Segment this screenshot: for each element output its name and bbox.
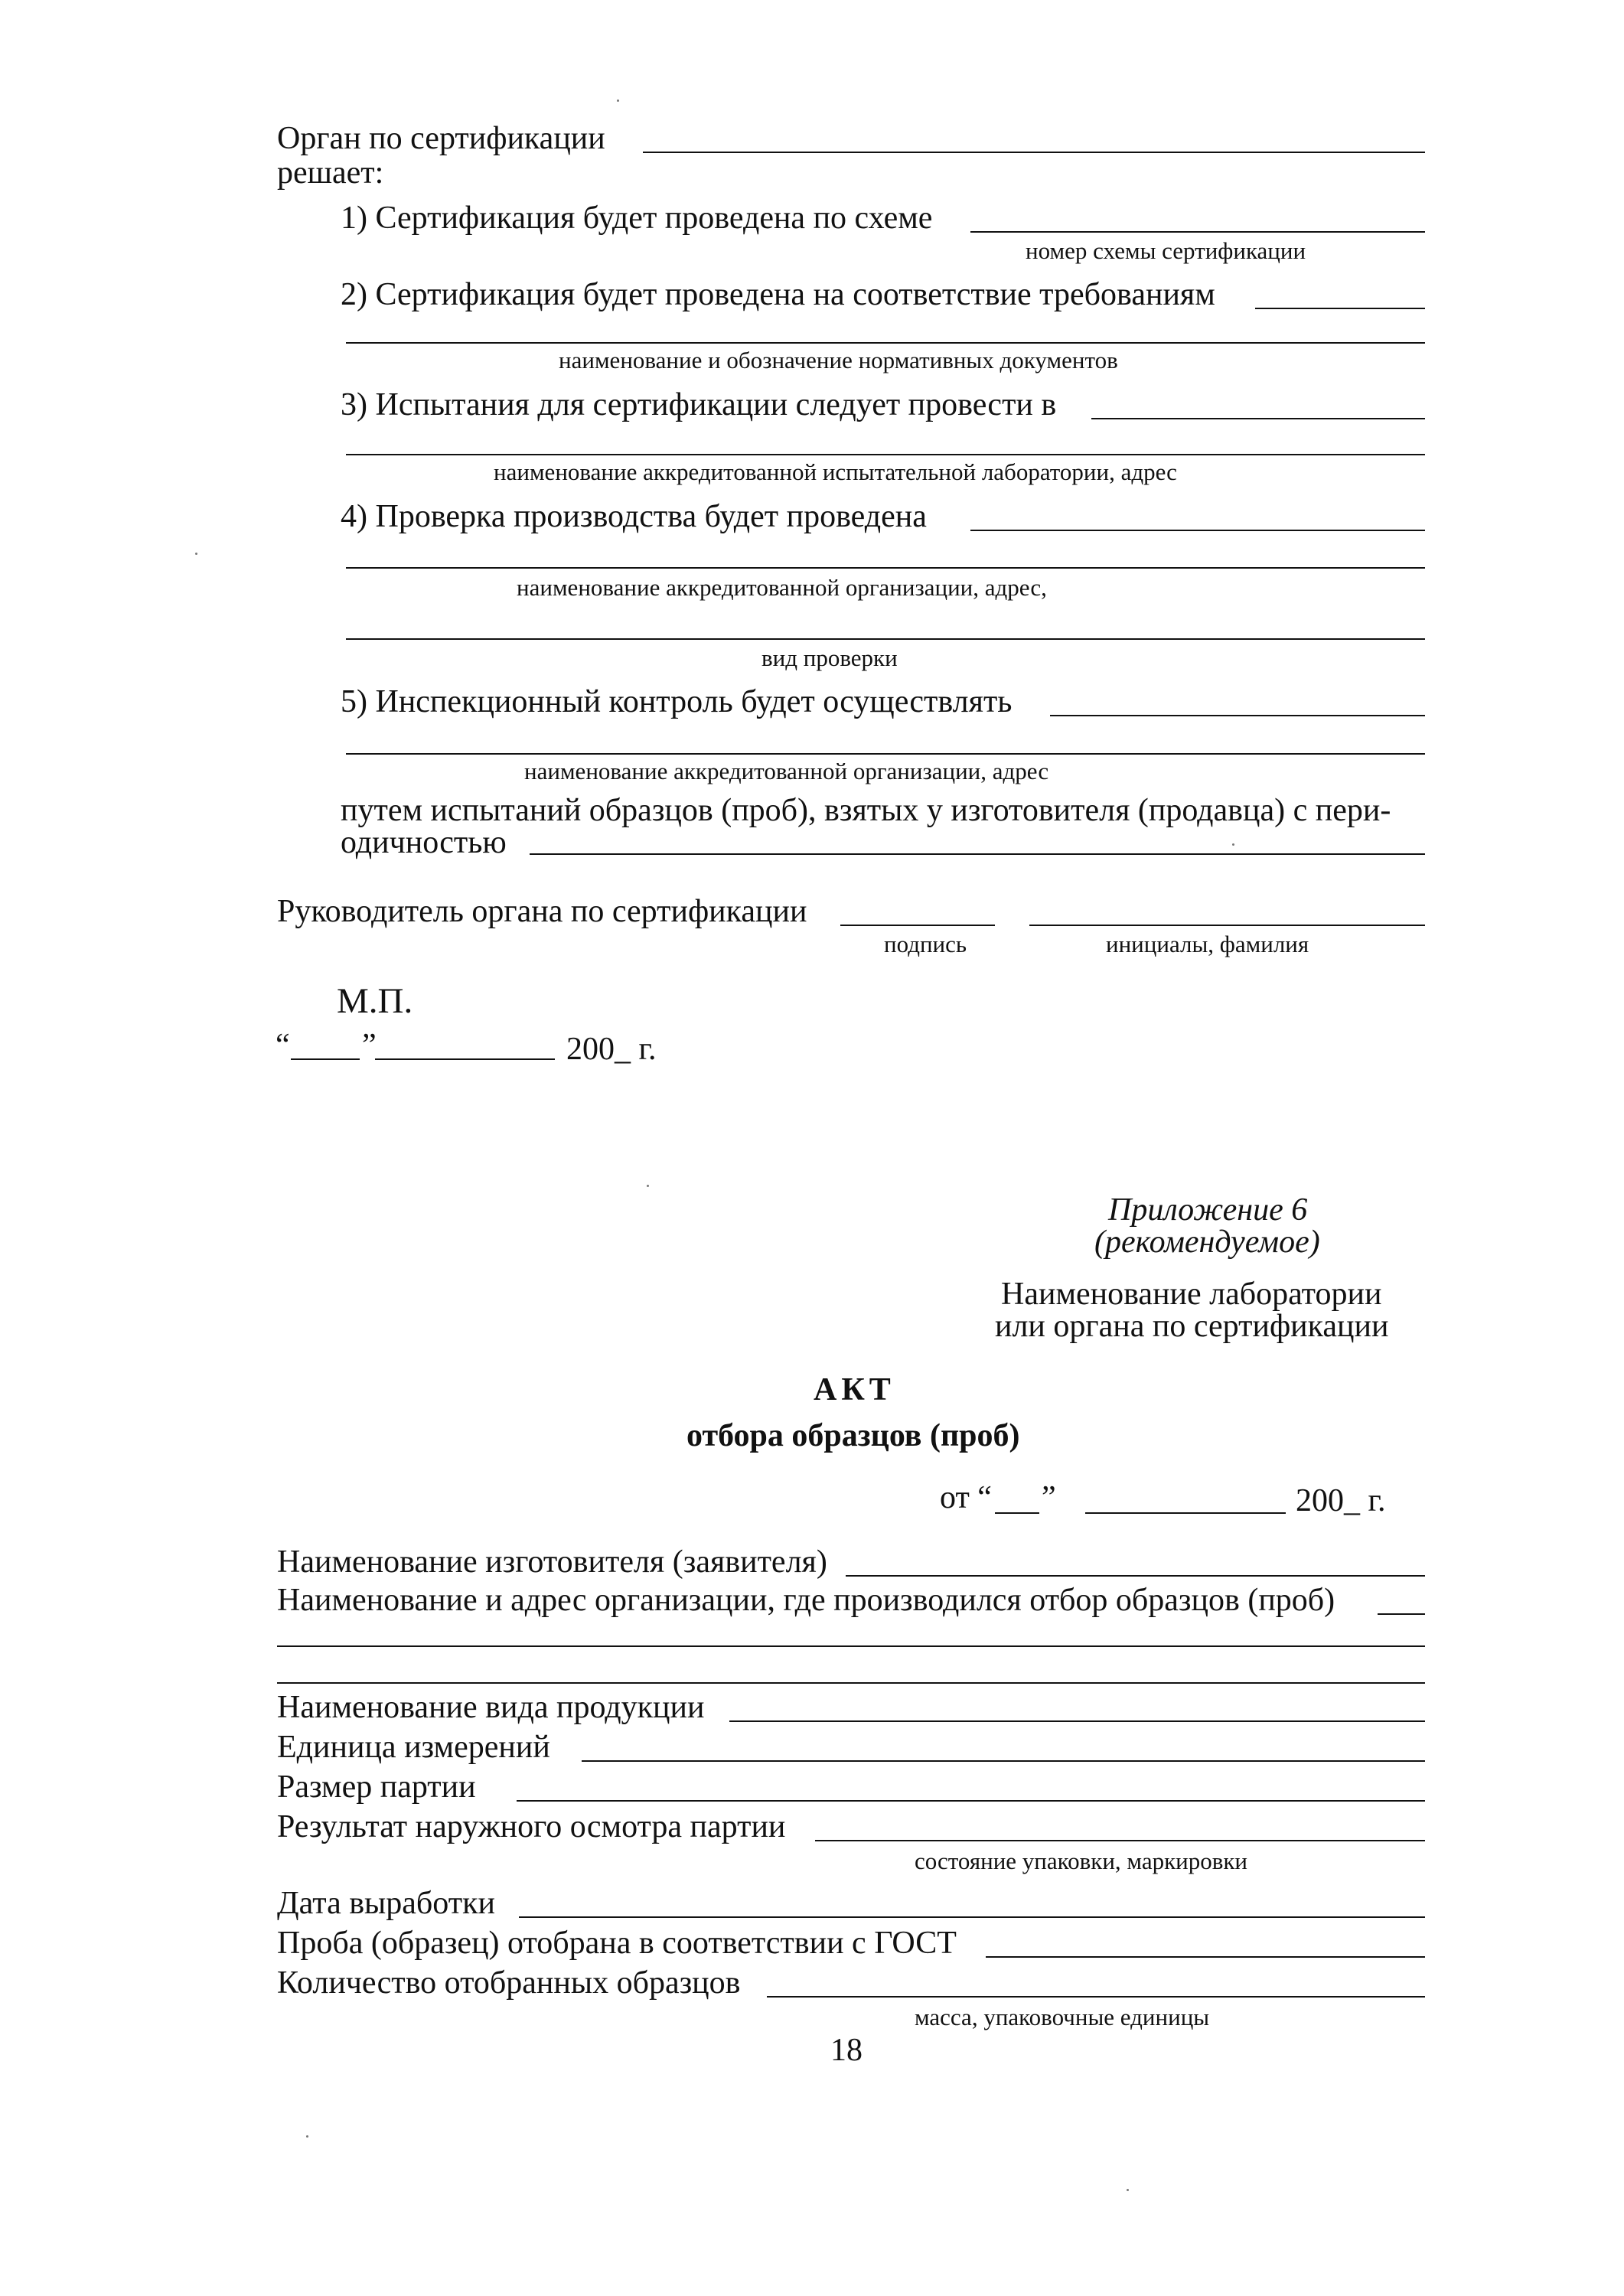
decides-label: решает: (277, 155, 384, 191)
production-date-label: Дата выработки (277, 1886, 495, 1921)
sample-count-label: Количество отобранных образцов (277, 1965, 741, 2001)
item-5-caption: наименование аккредитованной организации, адрес (524, 758, 1049, 784)
act-subtitle: отбора образцов (проб) (686, 1418, 1020, 1453)
appendix-title: Приложение 6 (1108, 1192, 1308, 1228)
unit-field[interactable] (582, 1760, 1425, 1762)
item-4-label: 4) Проверка производства будет проведена (341, 499, 927, 534)
scan-speck (306, 2135, 308, 2138)
item-4-caption-check-type: вид проверки (761, 644, 898, 671)
head-signature-field[interactable] (840, 925, 995, 926)
item-2-label: 2) Сертификация будет проведена на соответствие требованиям (341, 277, 1215, 312)
certification-body-label: Орган по сертификации (277, 121, 605, 156)
manufacturer-label: Наименование изготовителя (заявителя) (277, 1544, 827, 1580)
date-close-quote: ” (362, 1028, 377, 1063)
head-name-field[interactable] (1029, 925, 1425, 926)
item-3-label: 3) Испытания для сертификации следует провести в (341, 387, 1057, 422)
inspection-label: Результат наружного осмотра партии (277, 1809, 786, 1844)
page-number: 18 (830, 2033, 863, 2068)
item-3-field[interactable] (1091, 418, 1425, 419)
scan-speck (195, 553, 197, 555)
organization-label: Наименование и адрес организации, где производился отбор образцов (проб) (277, 1583, 1335, 1618)
act-date-prefix: от “ (940, 1480, 992, 1515)
unit-label: Единица измерений (277, 1730, 550, 1765)
act-date-day-field[interactable] (995, 1512, 1039, 1514)
product-label: Наименование вида продукции (277, 1690, 705, 1725)
organization-field-line-2[interactable] (277, 1645, 1425, 1647)
stamp-place: М.П. (337, 981, 413, 1021)
item-4-field-line-3[interactable] (346, 638, 1425, 640)
inspection-caption: состояние упаковки, маркировки (915, 1848, 1248, 1874)
act-title: АКТ (814, 1372, 895, 1407)
item-1-field[interactable] (970, 231, 1425, 233)
act-date-year: 200_ г. (1296, 1483, 1386, 1518)
item-5-field[interactable] (1050, 715, 1425, 716)
scan-speck (1232, 843, 1234, 846)
sample-gost-label: Проба (образец) отобрана в соответствии с ГОСТ (277, 1926, 957, 1961)
certification-body-field[interactable] (643, 152, 1425, 153)
date-year: 200_ г. (566, 1032, 657, 1067)
production-date-field[interactable] (519, 1916, 1425, 1918)
item-1-caption: номер схемы сертификации (1026, 237, 1306, 264)
periodicity-text-line-2: одичностью (341, 825, 507, 860)
item-3-caption: наименование аккредитованной испытательной лаборатории, адрес (494, 458, 1177, 485)
batch-size-field[interactable] (517, 1800, 1425, 1802)
act-date-month-field[interactable] (1085, 1512, 1286, 1514)
scan-speck (1127, 2189, 1129, 2191)
date-month-field[interactable] (375, 1058, 555, 1060)
manufacturer-field[interactable] (846, 1575, 1425, 1577)
name-caption: инициалы, фамилия (1106, 931, 1309, 957)
sample-gost-field[interactable] (986, 1956, 1425, 1958)
item-1-label: 1) Сертификация будет проведена по схеме (341, 201, 933, 236)
item-2-field[interactable] (1255, 308, 1425, 309)
appendix-status: (рекомендуемое) (1094, 1225, 1320, 1260)
scan-speck (647, 1185, 649, 1187)
sample-count-field[interactable] (767, 1996, 1425, 1998)
batch-size-label: Размер партии (277, 1769, 476, 1805)
item-3-field-line-2[interactable] (346, 454, 1425, 455)
item-4-caption-org: наименование аккредитованной организации, адрес, (517, 574, 1047, 601)
item-2-caption: наименование и обозначение нормативных документов (559, 347, 1118, 373)
signature-caption: подпись (884, 931, 967, 957)
date-day-field[interactable] (291, 1058, 360, 1060)
inspection-field[interactable] (815, 1840, 1425, 1841)
periodicity-field[interactable] (530, 853, 1425, 855)
scan-speck (617, 99, 619, 102)
periodicity-text-line-1: путем испытаний образцов (проб), взятых у изготовителя (продавца) с пери- (341, 793, 1391, 828)
item-4-field-line-2[interactable] (346, 567, 1425, 569)
act-date-close-quote: ” (1042, 1480, 1056, 1515)
item-2-field-line-2[interactable] (346, 342, 1425, 344)
item-5-label: 5) Инспекционный контроль будет осуществлять (341, 684, 1013, 719)
org-name-line-1: Наименование лаборатории (1001, 1277, 1382, 1312)
sample-count-caption: масса, упаковочные единицы (915, 2004, 1210, 2030)
date-open-quote: “ (276, 1028, 290, 1063)
organization-field-line-3[interactable] (277, 1682, 1425, 1684)
item-5-field-line-2[interactable] (346, 753, 1425, 755)
product-field[interactable] (729, 1720, 1425, 1722)
head-of-body-label: Руководитель органа по сертификации (277, 894, 807, 929)
org-name-line-2: или органа по сертификации (995, 1309, 1389, 1344)
item-4-field[interactable] (970, 530, 1425, 531)
organization-field[interactable] (1378, 1613, 1425, 1615)
